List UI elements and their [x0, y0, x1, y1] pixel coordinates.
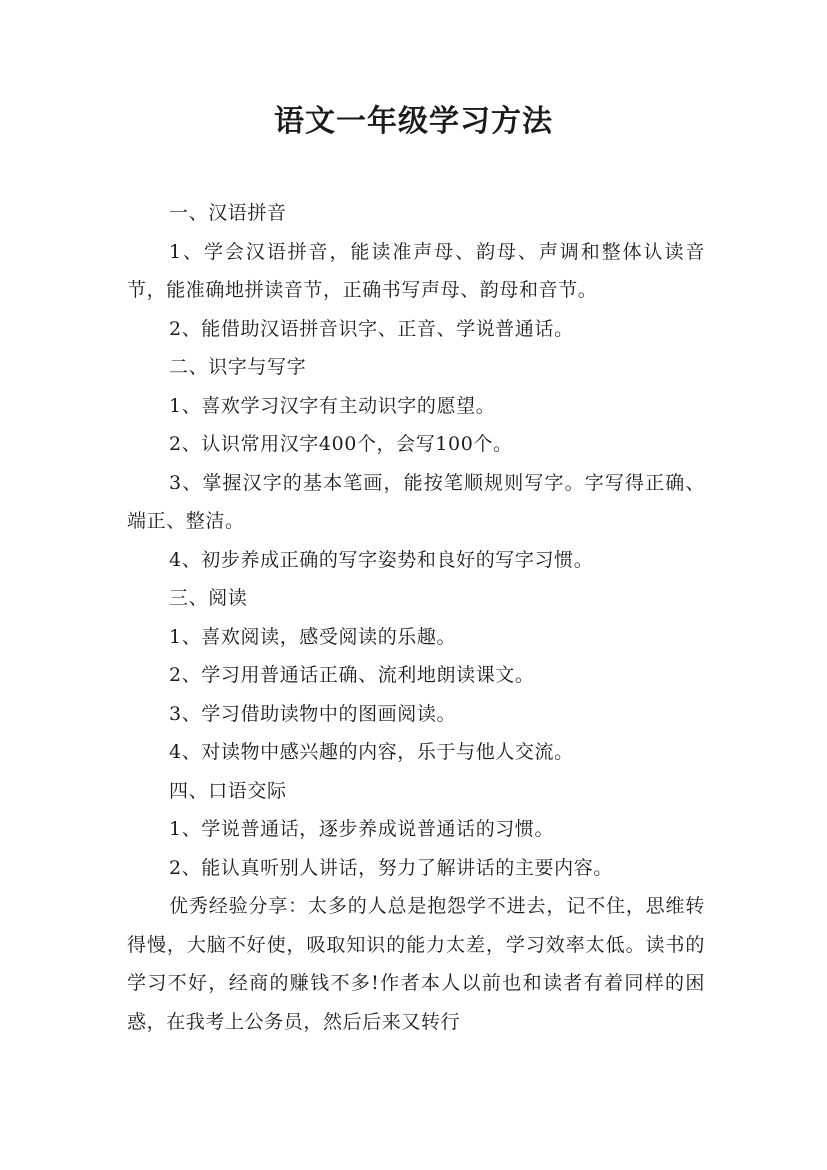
paragraph: 1、学会汉语拼音，能读准声母、韵母、声调和整体认读音节，能准确地拼读音节，正确书写声母、韵母和音节。: [127, 240, 705, 301]
paragraph: 2、能借助汉语拼音识字、正音、学说普通话。: [169, 317, 574, 340]
section-heading-pinyin: 一、汉语拼音: [169, 202, 287, 224]
paragraph: 4、初步养成正确的写字姿势和良好的写字习惯。: [169, 548, 594, 571]
document-title: 语文一年级学习方法: [274, 104, 553, 139]
document-body: [127, 194, 705, 1041]
paragraph: 2、认识常用汉字400个，会写100个。: [169, 433, 513, 455]
section-heading-reading: 三、阅读: [169, 587, 248, 609]
paragraph: 2、学习用普通话正确、流利地朗读课文。: [169, 664, 535, 686]
section-heading-oral: 四、口语交际: [169, 779, 287, 802]
paragraph: 1、喜欢阅读，感受阅读的乐趣。: [169, 625, 457, 648]
section-heading-literacy: 二、识字与写字: [169, 356, 307, 378]
paragraph: 2、能认真听别人讲话，努力了解讲话的主要内容。: [169, 856, 613, 879]
paragraph: 3、学习借助读物中的图画阅读。: [169, 702, 457, 725]
experience-sharing-paragraph: 优秀经验分享：太多的人总是抱怨学不进去，记不住，思维转得慢，大脑不好使，吸取知识的能力太差，学习效率太低。读书的学习不好，经商的赚钱不多!作者本人以前也和读者有着同样的困惑，在我考上公务员，然后后来又转行: [127, 895, 705, 1033]
paragraph: 4、对读物中感兴趣的内容，乐于与他人交流。: [169, 741, 574, 763]
paragraph: 1、喜欢学习汉字有主动识字的愿望。: [169, 394, 496, 417]
paragraph: 1、学说普通话，逐步养成说普通话的习惯。: [169, 818, 555, 840]
paragraph: 3、掌握汉字的基本笔画，能按笔顺规则写字。字写得正确、端正、整洁。: [127, 471, 705, 532]
